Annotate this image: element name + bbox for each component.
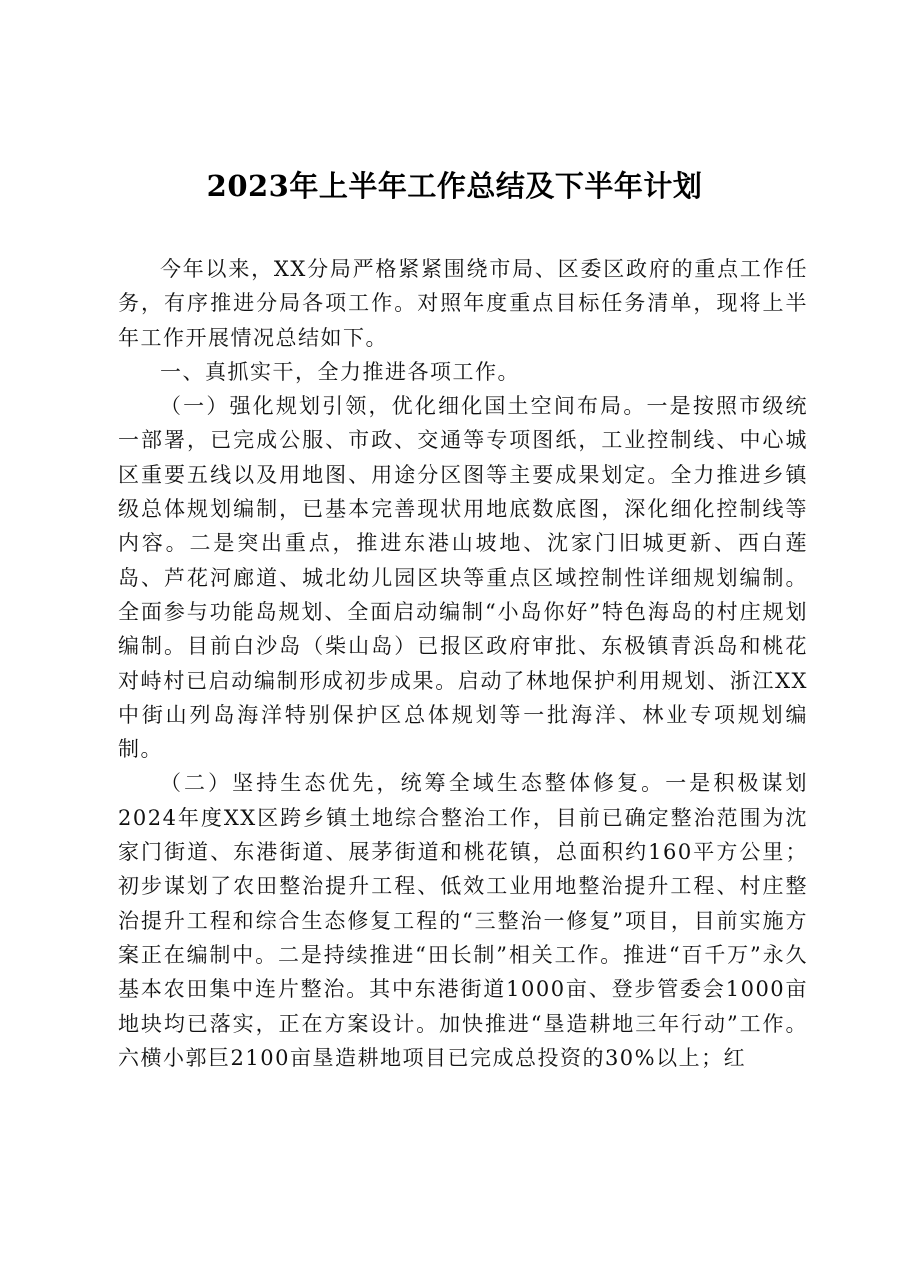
paragraph-intro: 今年以来，XX分局严格紧紧围绕市局、区委区政府的重点工作任务，有序推进分局各项工作。对照年度重点目标任务清单，现将上半年工作开展情况总结如下。 <box>118 257 808 350</box>
document-body <box>118 252 808 1075</box>
paragraph-planning: （一）强化规划引领，优化细化国土空间布局。一是按照市级统一部署，已完成公服、市政、交通等专项图纸，工业控制线、中心城区重要五线以及用地图、用途分区图等主要成果划定。全力推进乡镇级总体规划编制，已基本完善现状用地底数底图，深化细化控制线等内容。二是突出重点，推进东港山坡地、沈家门旧城更新、西白莲岛、芦花河廊道、城北幼儿园区块等重点区域控制性详细规划编制。全面参与功能岛规划、全面启动编制“小岛你好”特色海岛的村庄规划编制。目前白沙岛（柴山岛）已报区政府审批、东极镇青浜岛和桃花对峙村已启动编制形成初步成果。启动了林地保护利用规划、浙江XX中街山列岛海洋特别保护区总体规划等一批海洋、林业专项规划编制。 <box>118 394 808 762</box>
section-heading-1: 一、真抓实干，全力推进各项工作。 <box>160 359 520 384</box>
paragraph-ecology: （二）坚持生态优先，统筹全域生态整体修复。一是积极谋划2024年度XX区跨乡镇土地综合整治工作，目前已确定整治范围为沈家门街道、东港街道、展茅街道和桃花镇，总面积约160平方公里；初步谋划了农田整治提升工程、低效工业用地整治提升工程、村庄整治提升工程和综合生态修复工程的“三整治一修复”项目，目前实施方案正在编制中。二是持续推进“田长制”相关工作。推进“百千万”永久基本农田集中连片整治。其中东港街道1000亩、登步管委会1000亩地块均已落实，正在方案设计。加快推进“垦造耕地三年行动”工作。六横小郭巨2100亩垦造耕地项目已完成总投资的30%以上；红 <box>118 771 808 1070</box>
document-title: 2023年上半年工作总结及下半年计划 <box>206 169 703 203</box>
